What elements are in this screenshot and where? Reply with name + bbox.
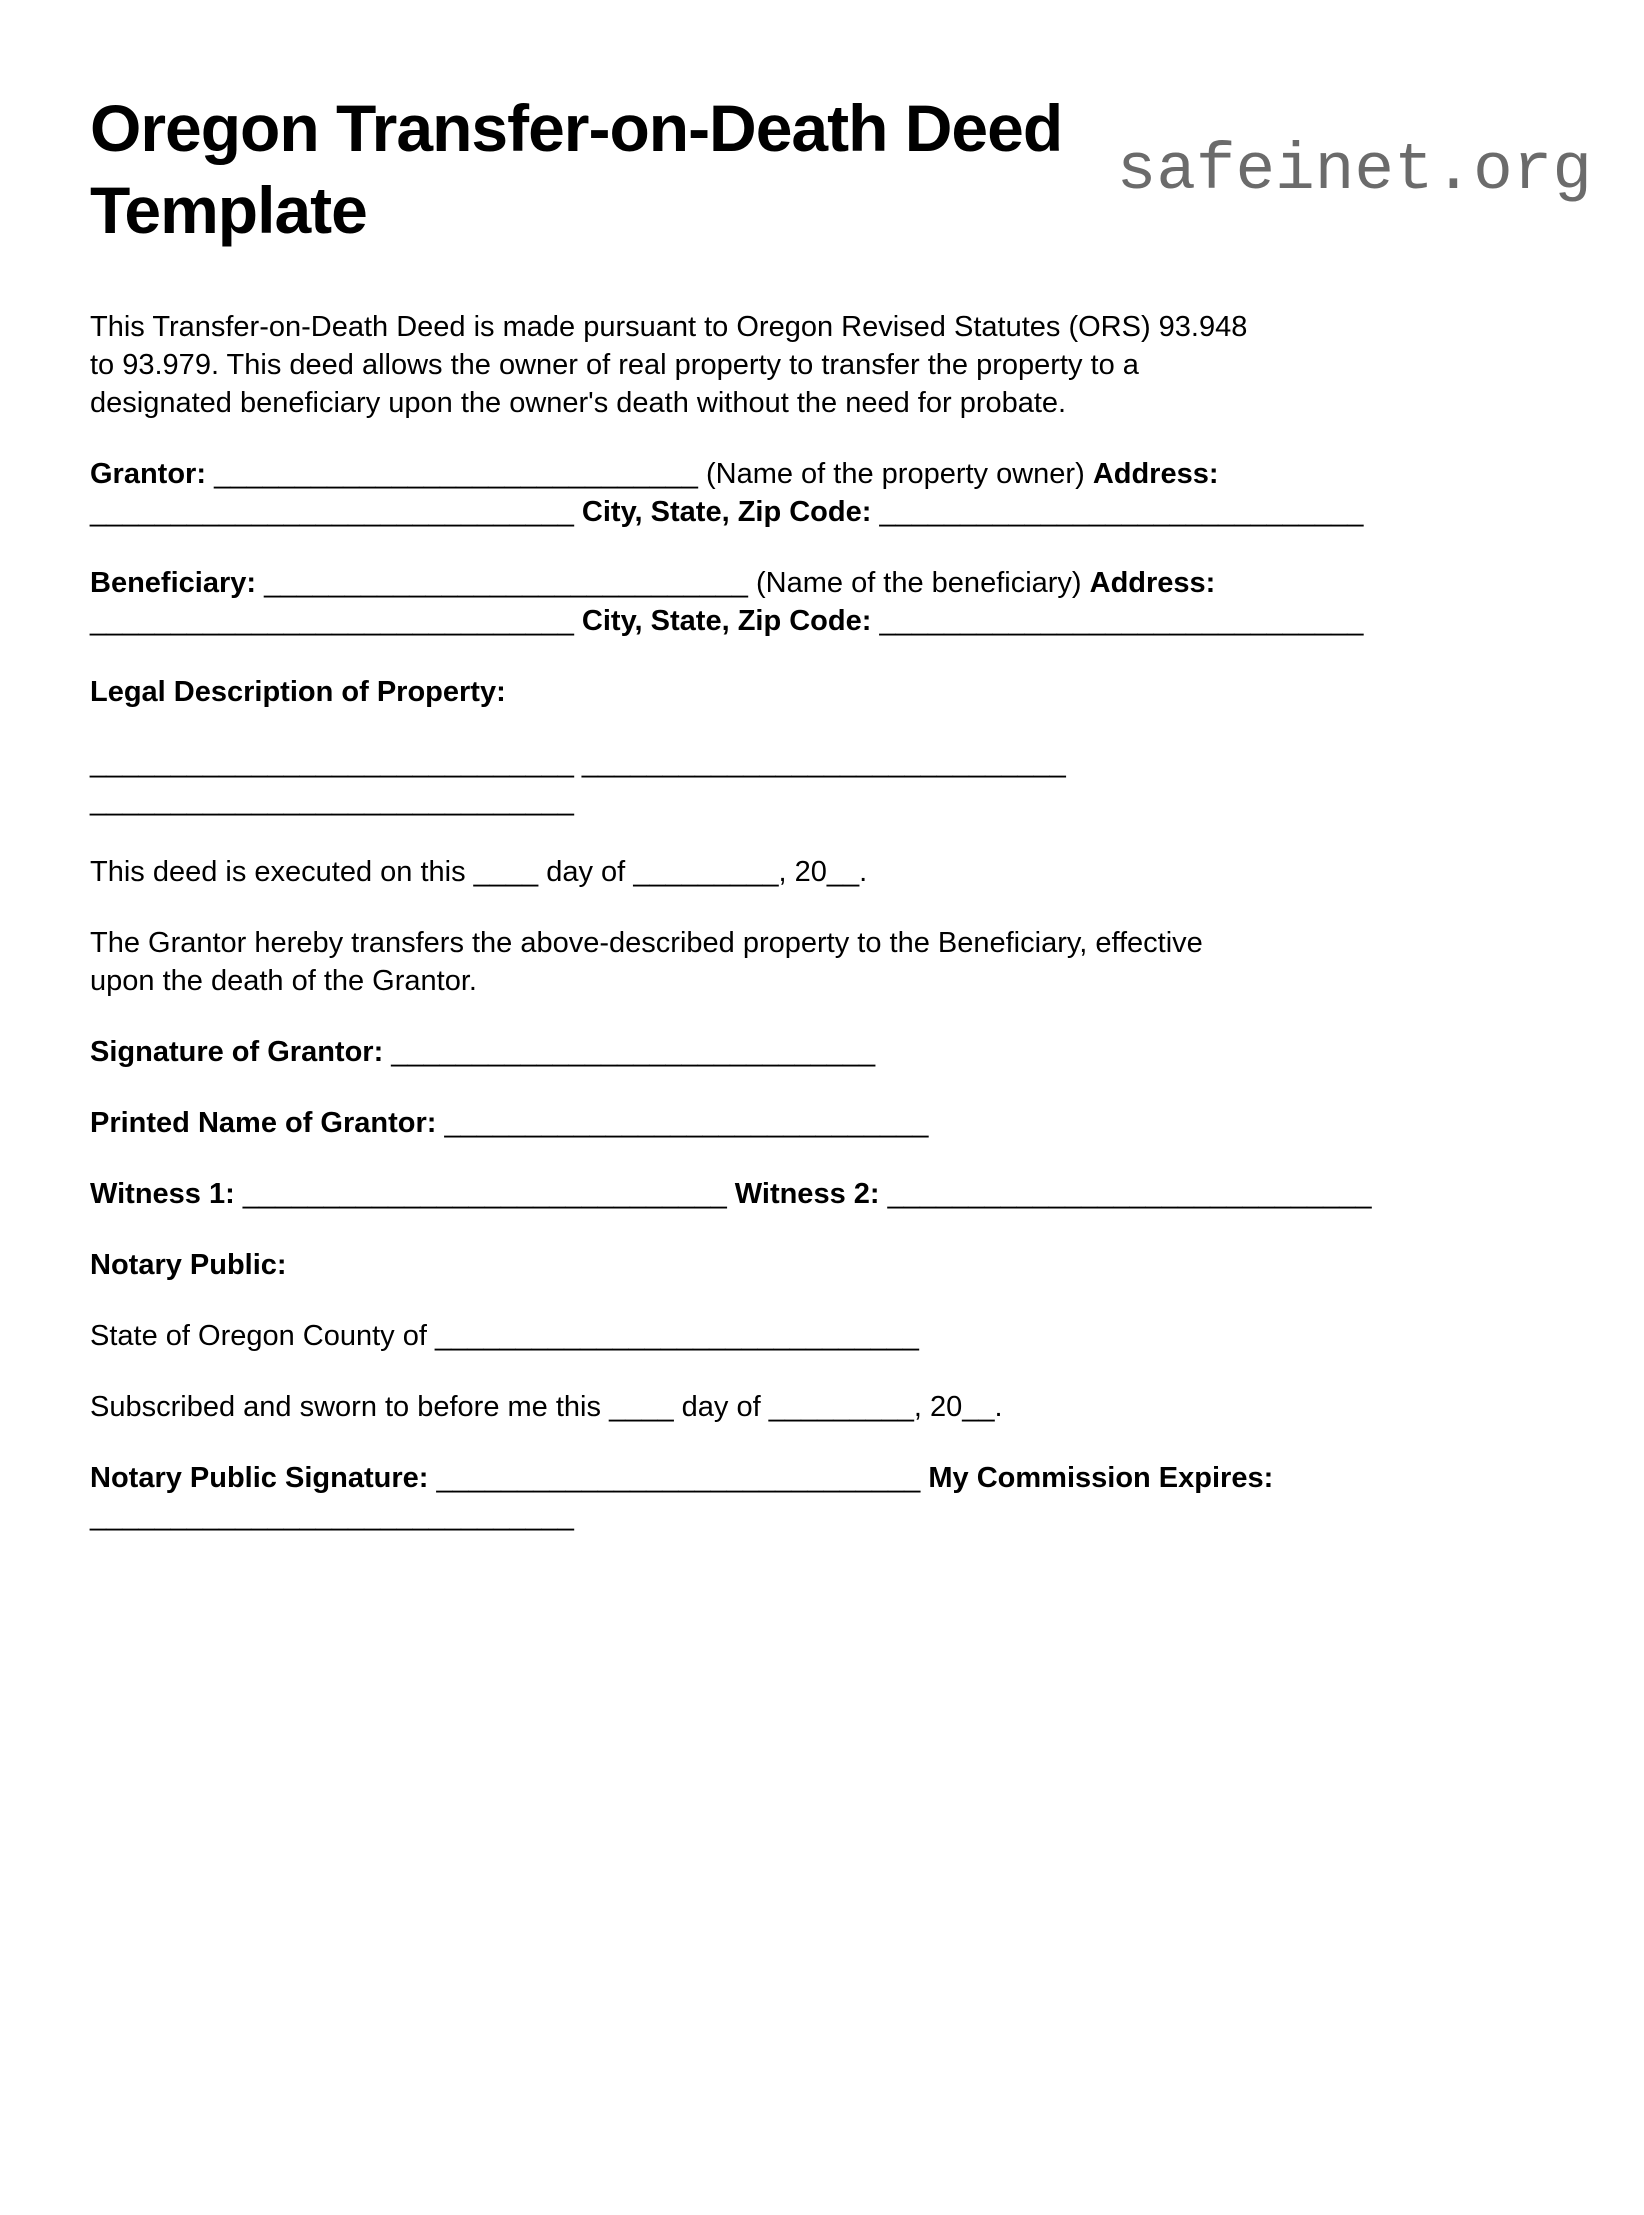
field-label: Witness 1: — [90, 1177, 235, 1210]
blank-line: ______________________________ — [90, 746, 574, 779]
text-run: designated beneficiary upon the owner's death without the need for probate. — [90, 386, 1067, 419]
blank-line: ______________________________ — [879, 495, 1364, 528]
text-run: upon the death of the Grantor. — [90, 964, 477, 997]
blank-line: _________ — [633, 855, 779, 888]
document-page — [0, 88, 1644, 2215]
field-label: Legal Description of Property: — [90, 675, 506, 708]
grantor-fields — [90, 455, 1554, 531]
field-label: Address: — [1092, 457, 1219, 490]
text-run — [256, 567, 264, 599]
field-label: City, State, Zip Code: — [581, 495, 872, 528]
witness-lines — [90, 1175, 1554, 1213]
field-label: Beneficiary: — [90, 566, 257, 599]
text-run: (Name of the beneficiary) — [747, 566, 1090, 599]
field-label: Signature of Grantor: — [90, 1035, 384, 1068]
blank-line: ______________________________ — [90, 604, 574, 637]
text-run — [727, 1178, 735, 1210]
blank-line: ______________________________ — [242, 1177, 727, 1210]
document-body — [90, 308, 1554, 1535]
text-run: This Transfer-on-Death Deed is made pursuant to Oregon Revised Statutes (ORS) 93.948 — [90, 310, 1248, 343]
blank-line: ______________________________ — [264, 566, 748, 599]
text-run: to 93.979. This deed allows the owner of real property to transfer the property to a — [90, 348, 1139, 381]
execution-date-line — [90, 853, 1554, 891]
notary-county-line — [90, 1317, 1554, 1355]
notary-sworn-line — [90, 1388, 1554, 1426]
text-run — [206, 458, 214, 490]
text-run — [235, 1178, 243, 1210]
field-label: Printed Name of Grantor: — [90, 1106, 437, 1139]
text-run: This deed is executed on this — [90, 855, 474, 888]
blank-line: ______________________________ — [90, 495, 574, 528]
text-run: , 20 — [913, 1390, 963, 1423]
text-run: (Name of the property owner) — [697, 457, 1093, 490]
legal-description-blanks — [90, 744, 1554, 820]
field-label: Address: — [1089, 566, 1216, 599]
blank-line: __ — [826, 855, 860, 888]
text-run: day of — [673, 1390, 769, 1423]
blank-line: ______________________________ — [444, 1106, 929, 1139]
field-label: Witness 2: — [734, 1177, 880, 1210]
blank-line: ______________________________ — [391, 1035, 876, 1068]
notary-heading — [90, 1246, 1554, 1284]
text-run: . — [994, 1390, 1003, 1423]
notary-signature-line — [90, 1459, 1554, 1535]
field-label: My Commission Expires: — [928, 1461, 1274, 1494]
intro-paragraph — [90, 308, 1554, 422]
watermark-site-name: safeinet.org — [1116, 133, 1592, 208]
blank-line: ______________________________ — [581, 746, 1066, 779]
blank-line: ______________________________ — [436, 1461, 921, 1494]
text-run: . — [859, 855, 868, 888]
field-label: Notary Public Signature: — [90, 1461, 429, 1494]
blank-line: ____ — [473, 855, 539, 888]
blank-line: _________ — [768, 1390, 914, 1423]
field-label: Grantor: — [90, 457, 206, 490]
text-run — [574, 605, 582, 637]
text-run — [574, 747, 582, 779]
blank-line: ______________________________ — [879, 604, 1364, 637]
text-run: State of Oregon County of — [90, 1319, 435, 1352]
blank-line: __ — [962, 1390, 995, 1423]
blank-line: ____ — [609, 1390, 674, 1423]
page-title: Oregon Transfer-on-Death Deed Template — [90, 91, 1063, 247]
blank-line: ______________________________ — [887, 1177, 1372, 1210]
blank-line: ______________________________ — [434, 1319, 919, 1352]
text-run — [436, 1107, 444, 1139]
blank-line: ______________________________ — [90, 1499, 574, 1532]
text-run: Subscribed and sworn to before me this — [90, 1390, 610, 1423]
transfer-clause — [90, 924, 1554, 1000]
text-run: The Grantor hereby transfers the above-described property to the Beneficiary, effective — [90, 926, 1203, 959]
field-label: Notary Public: — [90, 1248, 287, 1281]
blank-line: ______________________________ — [214, 457, 698, 490]
beneficiary-fields — [90, 564, 1554, 640]
blank-line: ______________________________ — [90, 784, 574, 817]
grantor-printed-name-line — [90, 1104, 1554, 1142]
grantor-signature-line — [90, 1033, 1554, 1071]
text-run — [880, 1178, 888, 1210]
field-label: City, State, Zip Code: — [581, 604, 872, 637]
legal-description-heading — [90, 673, 1554, 711]
text-run: day of — [538, 855, 634, 888]
text-run: , 20 — [778, 855, 827, 888]
text-run — [574, 496, 582, 528]
